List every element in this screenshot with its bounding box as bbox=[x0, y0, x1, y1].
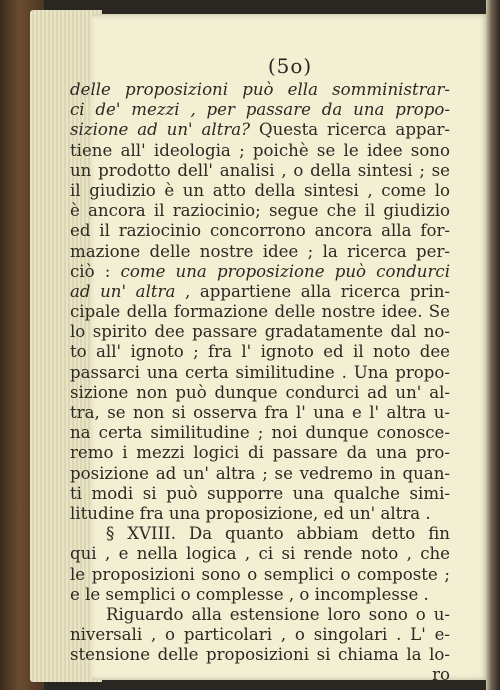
page-body-text bbox=[70, 80, 450, 686]
text-run: cipale della formazione delle nostre idee. Se bbox=[70, 302, 450, 322]
italic-text: delle proposizioni può ella somministrar- bbox=[70, 80, 450, 99]
italic-text: ad un' altra bbox=[70, 281, 176, 301]
italic-text: ci de' mezzi , per passare da una propo- bbox=[70, 100, 450, 120]
text-run: ciò : bbox=[70, 261, 121, 281]
text-line bbox=[70, 665, 450, 685]
text-run: ti modi si può supporre una qualche simi- bbox=[70, 483, 450, 503]
text-run: Riguardo alla estensione loro sono o u- bbox=[106, 604, 450, 624]
text-run: litudine fra una proposizione, ed un' altra . bbox=[70, 503, 431, 523]
text-run: è ancora il raziocinio; segue che il giudizio bbox=[70, 201, 450, 221]
text-line bbox=[70, 464, 450, 484]
text-line bbox=[70, 565, 450, 585]
text-line bbox=[70, 423, 450, 443]
text-line bbox=[70, 342, 450, 362]
text-run: le proposizioni sono o semplici o composte ; bbox=[70, 564, 450, 584]
text-run: lo spirito dee passare gradatamente dal no- bbox=[70, 322, 450, 342]
text-line bbox=[70, 120, 450, 140]
text-run: e le semplici o complesse , o incomplesse . bbox=[70, 584, 429, 604]
text-line bbox=[70, 242, 450, 262]
italic-text: sizione ad un' altra? bbox=[70, 120, 251, 140]
text-run: tra, se non si osserva fra l' una e l' altra u- bbox=[70, 403, 450, 422]
text-line bbox=[70, 302, 450, 322]
text-line bbox=[70, 484, 450, 504]
text-run: passarci una certa similitudine . Una propo- bbox=[70, 362, 450, 382]
text-line bbox=[70, 282, 450, 302]
text-line bbox=[70, 645, 450, 665]
binding-shadow bbox=[486, 0, 500, 690]
text-run: stensione delle proposizioni si chiama la lo- bbox=[70, 645, 450, 665]
text-run: sizione non può dunque condurci ad un' al- bbox=[70, 382, 450, 402]
text-run: tiene all' ideologia ; poichè se le idee sono bbox=[70, 140, 450, 160]
text-run: posizione ad un' altra ; se vedremo in quan- bbox=[70, 463, 450, 483]
text-line bbox=[70, 201, 450, 221]
text-run: Questa ricerca appar- bbox=[250, 120, 450, 140]
text-line bbox=[70, 262, 450, 282]
text-run: § XVIII. Da quanto abbiam detto fin bbox=[106, 524, 450, 544]
text-line bbox=[70, 504, 450, 524]
text-line bbox=[70, 161, 450, 181]
text-run: na certa similitudine ; noi dunque conosce- bbox=[70, 423, 450, 443]
text-run: , appartiene alla ricerca prin- bbox=[175, 281, 450, 301]
text-line bbox=[70, 585, 450, 605]
text-run: qui , e nella logica , ci si rende noto , che bbox=[70, 544, 450, 564]
text-line bbox=[70, 383, 450, 403]
text-run: ed il raziocinio concorrono ancora alla for- bbox=[70, 221, 450, 241]
text-line bbox=[70, 221, 450, 241]
text-line bbox=[70, 605, 450, 625]
text-run: il giudizio è un atto della sintesi , come lo bbox=[70, 180, 450, 200]
text-run: remo i mezzi logici di passare da una pro- bbox=[70, 443, 450, 463]
text-run: to all' ignoto ; fra l' ignoto ed il noto dee bbox=[70, 342, 450, 362]
text-run: niversali , o particolari , o singolari . L' e- bbox=[70, 625, 450, 645]
text-line bbox=[70, 524, 450, 544]
text-line bbox=[70, 544, 450, 564]
text-run: ro bbox=[432, 665, 450, 685]
text-run: un prodotto dell' analisi , o della sintesi ; se bbox=[70, 160, 450, 180]
text-line bbox=[70, 322, 450, 342]
text-line bbox=[70, 100, 450, 120]
text-run: mazione delle nostre idee ; la ricerca per- bbox=[70, 241, 450, 261]
text-line bbox=[70, 141, 450, 161]
text-line bbox=[70, 443, 450, 463]
text-line bbox=[70, 80, 450, 100]
italic-text: come una proposizione può condurci bbox=[120, 261, 450, 281]
text-line bbox=[70, 625, 450, 645]
text-line bbox=[70, 363, 450, 383]
page-number: (5o) bbox=[267, 54, 313, 78]
text-line bbox=[70, 403, 450, 423]
text-line bbox=[70, 181, 450, 201]
